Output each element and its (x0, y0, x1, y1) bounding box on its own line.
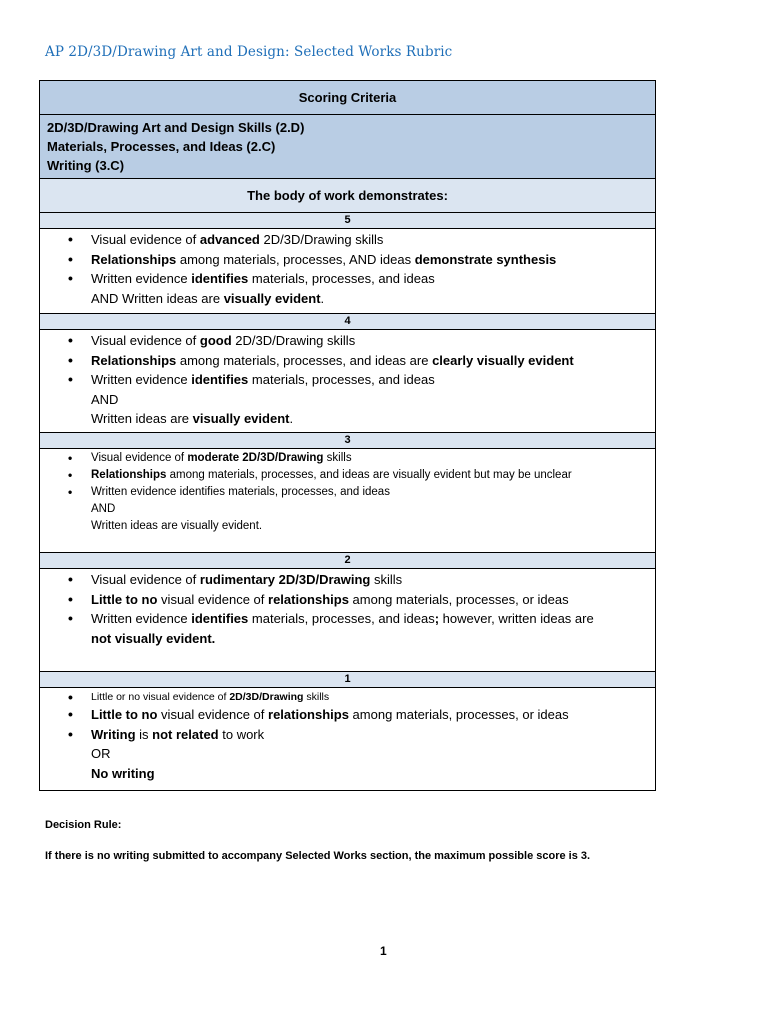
criteria-item: • Relationships among materials, processes, and ideas are clearly visually evident (46, 351, 649, 371)
criteria-item: • Written evidence identifies materials, processes, and ideas; however, written ideas are (46, 609, 649, 629)
page-number: 1 (380, 944, 387, 958)
criteria-item: • Visual evidence of good 2D/3D/Drawing skills (46, 331, 649, 351)
score-2-criteria (40, 569, 656, 672)
skill-line: Writing (3.C) (47, 158, 125, 173)
page-title: AP 2D/3D/Drawing Art and Design: Selected Works Rubric (45, 44, 453, 60)
criteria-item: • Little to no visual evidence of relationships among materials, processes, or ideas (46, 705, 649, 725)
criteria-extra: AND Written ideas are visually evident. (91, 290, 325, 306)
criteria-extra: Written ideas are visually evident. (91, 411, 294, 426)
criteria-extra: Written ideas are visually evident. (91, 520, 263, 532)
skill-line: Materials, Processes, and Ideas (2.C) (47, 139, 276, 154)
score-4-label: 4 (40, 314, 656, 330)
criteria-extra: not visually evident. (91, 630, 216, 646)
decision-rule-text: If there is no writing submitted to accompany Selected Works section, the maximum possible score is 3. (45, 850, 591, 862)
rubric-table (39, 80, 656, 791)
criteria-and: AND (91, 503, 116, 515)
criteria-item: • Written evidence identifies materials, processes, and ideas (46, 370, 649, 390)
criteria-item: • Visual evidence of advanced 2D/3D/Drawing skills (46, 230, 649, 250)
criteria-item: • Relationships among materials, processes, and ideas are visually evident but may be unclear (46, 467, 649, 484)
criteria-item: • Relationships among materials, processes, AND ideas demonstrate synthesis (46, 250, 649, 270)
criteria-extra: No writing (91, 765, 155, 781)
score-1-criteria (40, 688, 656, 791)
score-3-label: 3 (40, 433, 656, 449)
criteria-item: • Visual evidence of moderate 2D/3D/Drawing skills (46, 450, 649, 467)
criteria-item: • Little to no visual evidence of relationships among materials, processes, or ideas (46, 590, 649, 610)
score-1-label: 1 (40, 672, 656, 688)
criteria-item: • Visual evidence of rudimentary 2D/3D/Drawing skills (46, 570, 649, 590)
criteria-item: • Written evidence identifies materials, processes, and ideas (46, 484, 649, 501)
scoring-criteria-header: Scoring Criteria (40, 81, 656, 115)
score-5-criteria (40, 229, 656, 314)
score-3-criteria (40, 449, 656, 553)
score-5-label: 5 (40, 213, 656, 229)
criteria-or: OR (91, 746, 111, 761)
criteria-item: • Writing is not related to work (46, 725, 649, 745)
skills-cell (40, 115, 656, 179)
criteria-item: • Written evidence identifies materials, processes, and ideas (46, 269, 649, 289)
decision-rule-title: Decision Rule: (45, 819, 122, 831)
score-2-label: 2 (40, 553, 656, 569)
criteria-and: AND (91, 391, 119, 407)
criteria-item: • Little or no visual evidence of 2D/3D/Drawing skills (46, 689, 649, 705)
skill-line: 2D/3D/Drawing Art and Design Skills (2.D) (47, 120, 305, 135)
score-4-criteria (40, 330, 656, 433)
body-of-work-label: The body of work demonstrates: (40, 179, 656, 213)
